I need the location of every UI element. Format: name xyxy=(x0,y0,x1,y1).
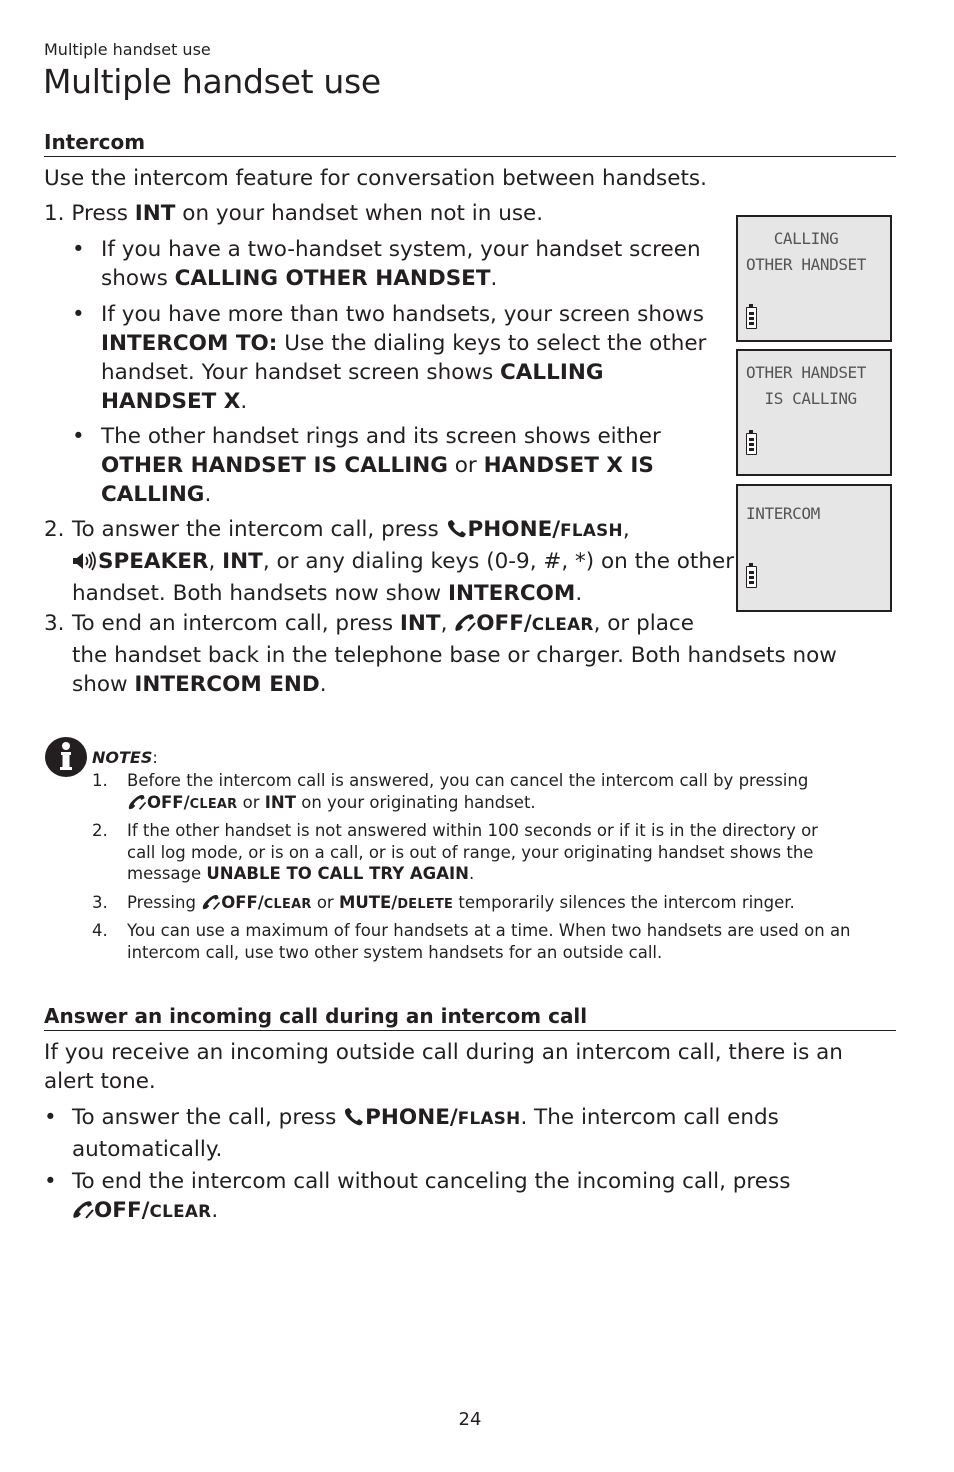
battery-icon xyxy=(746,433,757,455)
note-4-line-1: You can use a maximum of four handsets at a time. When two handsets are used on an xyxy=(127,921,851,940)
off-icon xyxy=(72,1199,94,1228)
page-number: 24 xyxy=(458,1409,482,1430)
note-3-mid: or xyxy=(311,893,339,912)
step-3-off: OFF/ xyxy=(476,611,532,636)
section-heading-answer-incoming: Answer an incoming call during an intercom call xyxy=(44,1004,896,1031)
phone-icon xyxy=(343,1106,365,1135)
note-3 xyxy=(127,892,897,917)
bullet-3-l3-bold: CALLING xyxy=(101,482,205,507)
screen-2-line-2: IS CALLING xyxy=(746,389,857,408)
answer-bullet-1-post: . The intercom call ends xyxy=(520,1105,779,1130)
note-3-clear: CLEAR xyxy=(263,897,312,912)
step-1-bullet-2 xyxy=(72,300,722,416)
step-1 xyxy=(44,199,543,228)
note-2-l3-bold: UNABLE TO CALL TRY AGAIN xyxy=(206,864,469,883)
note-3-mute: MUTE/ xyxy=(338,893,398,912)
handset-screen-calling-other xyxy=(736,215,892,342)
step-3-pre: To end an intercom call, press xyxy=(72,611,400,636)
bullet-3-l2-mid: or xyxy=(447,453,484,478)
step-3-line-3 xyxy=(72,670,896,699)
step-3-int: INT xyxy=(399,611,441,636)
answer-incoming-intro xyxy=(44,1038,896,1096)
step-2-speaker: SPEAKER xyxy=(98,549,209,574)
bullet-mark: • xyxy=(72,237,85,262)
answer-bullet-1-line-1 xyxy=(72,1103,896,1135)
note-2-line-1: If the other handset is not answered within 100 seconds or if it is in the directory or xyxy=(127,821,818,840)
note-1-int: INT xyxy=(264,792,296,812)
note-3-line-1 xyxy=(127,892,897,917)
bullet-mark: • xyxy=(72,424,85,449)
answer-bullet-2-off: OFF/ xyxy=(94,1198,150,1223)
step-3-l3-post: . xyxy=(319,672,327,697)
step-3-comma: , xyxy=(440,611,455,636)
step-2-int: INT xyxy=(222,549,263,574)
note-4-line-2: intercom call, use two other system handsets for an outside call. xyxy=(127,942,663,962)
step-2-comma-2: , xyxy=(208,549,223,574)
page-title: Multiple handset use xyxy=(43,62,381,101)
step-1-number: 1. xyxy=(44,201,65,226)
answer-bullet-1-pre: To answer the call, press xyxy=(72,1105,344,1130)
step-3-clear: CLEAR xyxy=(531,614,594,634)
step-2-line-1 xyxy=(72,515,734,547)
off-icon xyxy=(201,894,221,917)
note-3-post: temporarily silences the intercom ringer. xyxy=(453,893,795,912)
step-1-bullet-3 xyxy=(72,422,722,509)
answer-bullet-2-line-1: To end the intercom call without canceling the incoming call, press xyxy=(72,1169,791,1194)
step-2-l3-pre: handset. Both handsets now show xyxy=(72,581,448,606)
note-1-mid: or xyxy=(237,792,265,812)
off-icon xyxy=(127,794,147,817)
bullet-3-line-1: The other handset rings and its screen shows either xyxy=(101,424,661,449)
note-2-number: 2. xyxy=(92,821,108,840)
note-3-pre: Pressing xyxy=(127,893,202,912)
handset-screen-intercom xyxy=(736,484,892,612)
bullet-2-l3-bold: CALLING xyxy=(500,360,604,385)
bullet-mark: • xyxy=(72,302,85,327)
note-1-off: OFF/ xyxy=(147,792,190,812)
step-2-phone: PHONE/ xyxy=(467,517,561,542)
bullet-2-line-2 xyxy=(101,329,722,358)
answer-bullet-1-flash: FLASH xyxy=(457,1108,521,1128)
note-1-number: 1. xyxy=(92,771,108,790)
bullet-2-l3-pre: handset. Your handset screen shows xyxy=(101,360,501,385)
bullet-3-line-3 xyxy=(101,480,722,509)
note-3-number: 3. xyxy=(92,893,108,912)
answer-bullet-2 xyxy=(44,1167,896,1228)
screen-3-line-1: INTERCOM xyxy=(746,504,820,523)
bullet-1-l2-pre: shows xyxy=(101,266,175,291)
handset-screen-other-calling xyxy=(736,349,892,476)
section-heading-intercom: Intercom xyxy=(44,130,896,157)
bullet-2-l2-bold: INTERCOM TO: xyxy=(101,331,278,356)
step-2-line-3 xyxy=(72,579,734,608)
step-2-comma-1: , xyxy=(622,517,630,542)
answer-bullet-1-line-2: automatically. xyxy=(72,1137,223,1162)
step-3-l3-bold: INTERCOM END xyxy=(134,672,320,697)
bullet-3-l2-bold-1: OTHER HANDSET IS CALLING xyxy=(101,453,448,478)
notes-label-colon: : xyxy=(152,748,158,767)
note-2-line-3 xyxy=(127,863,897,885)
answer-bullet-2-line-2 xyxy=(72,1196,896,1228)
intercom-intro: Use the intercom feature for conversation between handsets. xyxy=(44,166,707,191)
step-3 xyxy=(44,609,896,699)
note-4-number: 4. xyxy=(92,921,108,940)
answer-intro-line-2: alert tone. xyxy=(44,1069,156,1094)
screen-1-line-2: OTHER HANDSET xyxy=(746,255,867,274)
note-1-line-1: Before the intercom call is answered, you can cancel the intercom call by pressing xyxy=(127,771,809,790)
notes-label xyxy=(92,748,158,767)
bullet-3-l2-bold-2: HANDSET X IS xyxy=(483,453,654,478)
note-4 xyxy=(127,920,897,963)
speaker-icon xyxy=(72,550,98,579)
note-2 xyxy=(127,820,897,885)
answer-intro-line-1: If you receive an incoming outside call during an intercom call, there is an xyxy=(44,1040,843,1065)
battery-icon xyxy=(746,307,757,329)
note-1 xyxy=(127,770,897,816)
step-3-number: 3. xyxy=(44,611,65,636)
answer-bullet-1 xyxy=(44,1103,896,1164)
note-2-line-2: call log mode, or is on a call, or is out of range, your originating handset shows the xyxy=(127,842,814,862)
bullet-2-line-3 xyxy=(101,358,722,387)
bullet-mark: • xyxy=(44,1105,57,1130)
note-2-l3-pre: message xyxy=(127,864,207,883)
bullet-1-l2-bold: CALLING OTHER HANDSET xyxy=(174,266,491,291)
bullet-1-line-1: If you have a two-handset system, your handset screen xyxy=(101,237,701,262)
answer-bullet-2-post: . xyxy=(211,1198,219,1223)
bullet-mark: • xyxy=(44,1169,57,1194)
step-2-line-2 xyxy=(72,547,734,579)
step-2-flash: FLASH xyxy=(560,520,623,540)
step-1-key: INT xyxy=(134,201,176,226)
step-2-l3-post: . xyxy=(575,581,583,606)
note-3-off: OFF/ xyxy=(221,893,264,912)
screen-2-line-1: OTHER HANDSET xyxy=(746,363,867,382)
answer-bullet-1-phone: PHONE/ xyxy=(365,1105,458,1130)
step-1-post: on your handset when not in use. xyxy=(175,201,544,226)
bullet-3-line-2 xyxy=(101,451,722,480)
step-3-l3-pre: show xyxy=(72,672,135,697)
step-2-post: , or any dialing keys (0-9, #, *) on the other xyxy=(262,549,735,574)
step-2-pre: To answer the intercom call, press xyxy=(72,517,446,542)
bullet-3-l3-post: . xyxy=(204,482,212,507)
answer-bullet-2-clear: CLEAR xyxy=(149,1201,212,1221)
bullet-2-l2-post: Use the dialing keys to select the other xyxy=(277,331,707,356)
bullet-1-l2-post: . xyxy=(490,266,498,291)
note-2-l3-post: . xyxy=(468,864,475,883)
note-1-line-2 xyxy=(127,792,897,817)
battery-icon xyxy=(746,566,757,588)
info-icon xyxy=(44,736,88,776)
note-1-post: on your originating handset. xyxy=(295,792,536,812)
notes-label-text: NOTES xyxy=(92,748,153,767)
off-icon xyxy=(454,612,476,641)
bullet-2-l4-post: . xyxy=(240,389,248,414)
bullet-1-line-2 xyxy=(101,264,722,293)
step-3-post: , or place xyxy=(593,611,694,636)
step-1-bullet-1 xyxy=(72,235,722,293)
note-3-delete: DELETE xyxy=(397,897,454,912)
step-3-line-1 xyxy=(72,609,896,641)
step-2-l3-bold: INTERCOM xyxy=(447,581,576,606)
step-3-line-2: the handset back in the telephone base or charger. Both handsets now xyxy=(72,643,837,668)
step-2-number: 2. xyxy=(44,517,65,542)
screen-1-line-1: CALLING xyxy=(746,229,839,248)
running-head: Multiple handset use xyxy=(44,40,211,59)
note-1-clear: CLEAR xyxy=(189,796,238,812)
bullet-2-line-1: If you have more than two handsets, your screen shows xyxy=(101,302,704,327)
bullet-2-l4-bold: HANDSET X xyxy=(101,389,241,414)
step-2 xyxy=(44,515,734,608)
step-1-pre: Press xyxy=(71,201,135,226)
bullet-2-line-4 xyxy=(101,387,722,416)
phone-icon xyxy=(446,518,468,547)
